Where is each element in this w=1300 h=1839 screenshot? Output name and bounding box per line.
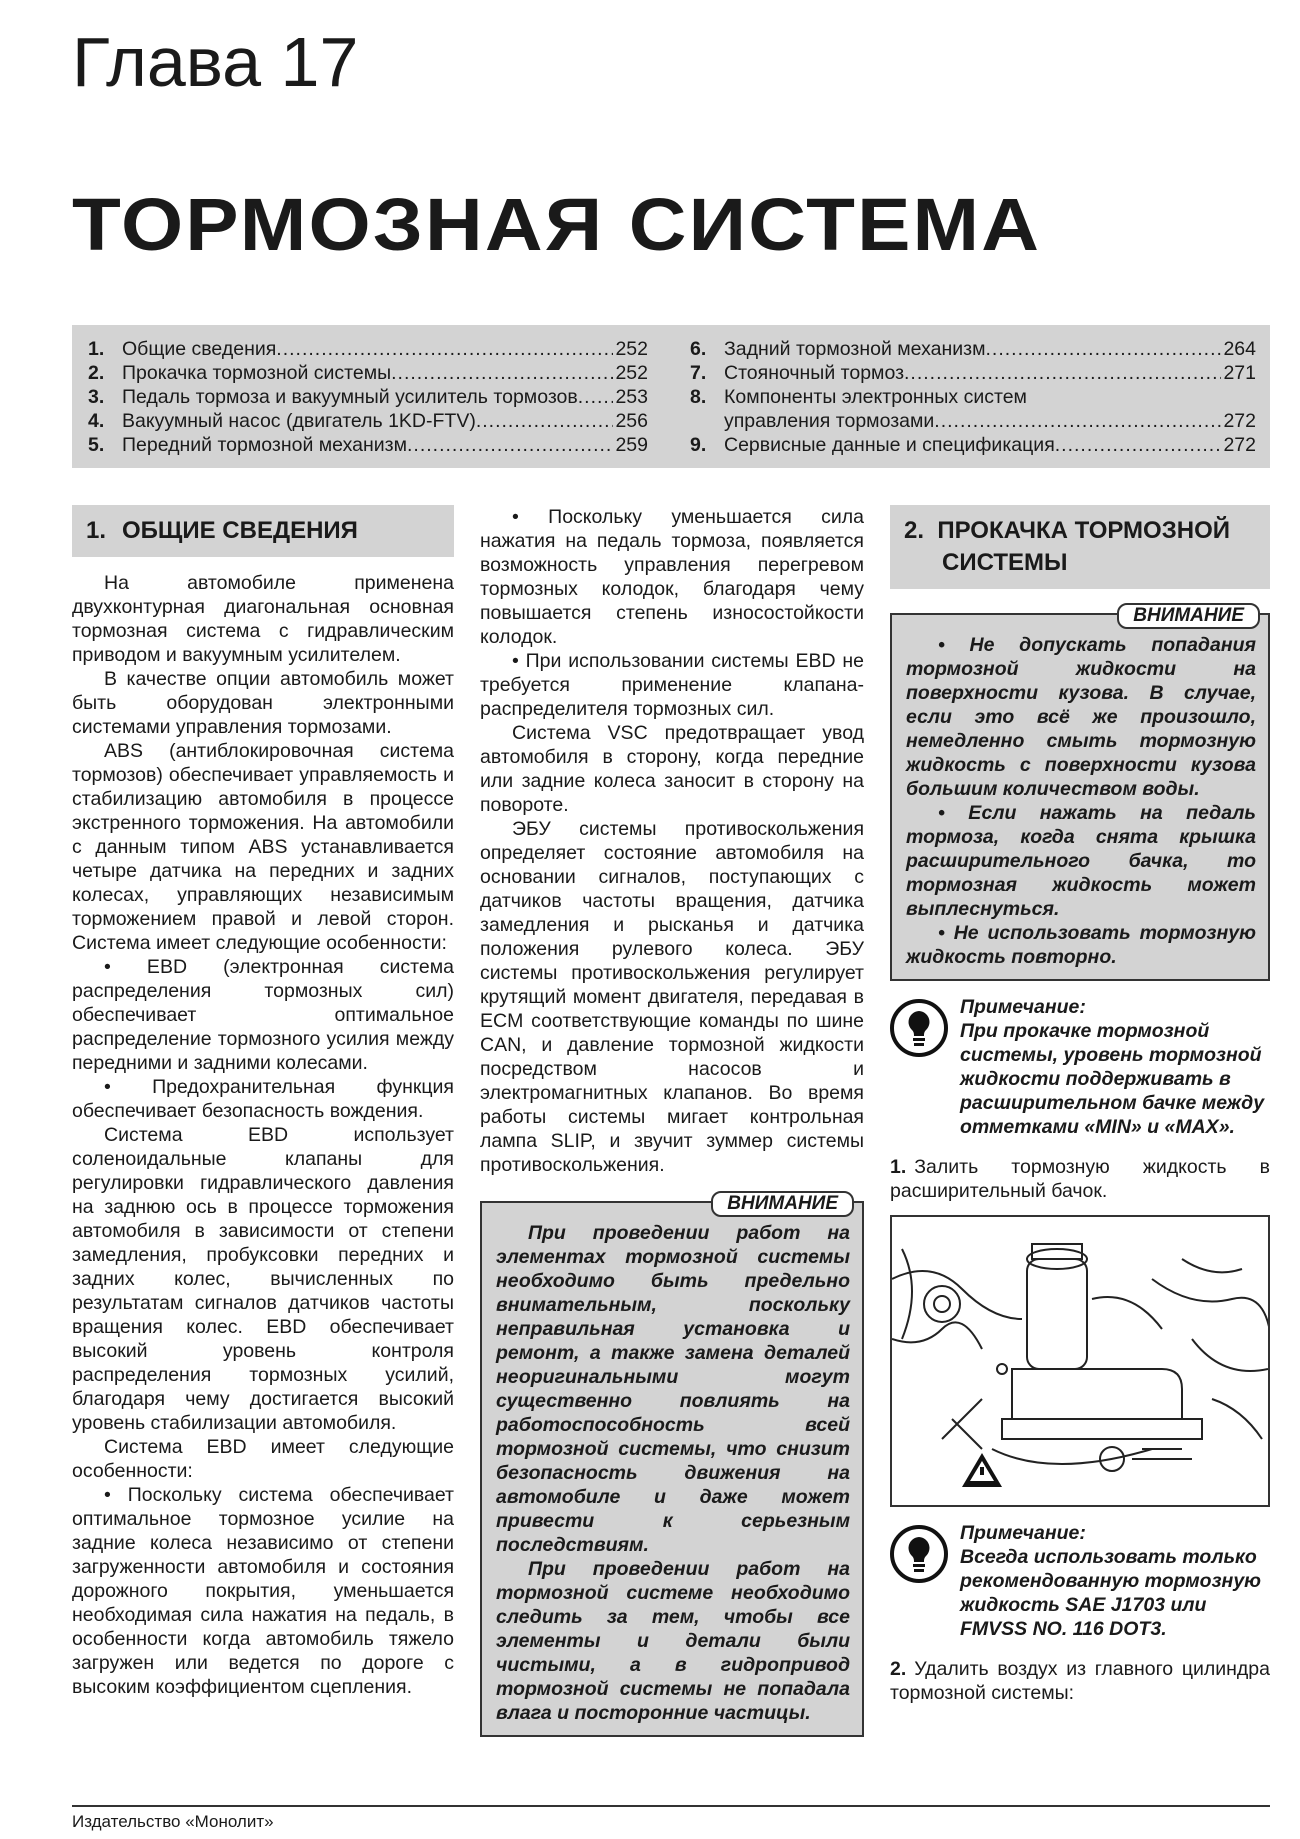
toc-leader — [391, 361, 613, 385]
warning-text: • Если нажать на педаль тормоза, когда снята крышка расширительного бачка, то тормозная жидкость может выплеснуться. — [906, 802, 1256, 920]
toc-page: 259 — [615, 434, 648, 456]
paragraph: Система VSC предотвращает увод автомобиля в сторону, когда передние или задние колеса заносит в сторону на повороте. — [480, 722, 864, 816]
reservoir-drawing — [892, 1217, 1268, 1505]
toc-page: 272 — [1223, 434, 1256, 456]
min-mark: «MIN» — [1084, 1116, 1142, 1138]
toc-page: 272 — [1223, 410, 1256, 432]
toc-number: 8. — [690, 386, 707, 408]
toc-column-right — [690, 337, 1256, 457]
toc-number: 5. — [88, 434, 105, 456]
section-number: 1. — [86, 517, 107, 544]
warning-text: При проведении работ на тормозной системе необходимо следить за тем, чтобы все элементы и детали были чистыми, а в гидропривод тормозной системы не попадала влага и посторонние частицы. — [496, 1558, 850, 1724]
toc-item[interactable] — [690, 385, 1256, 409]
bullet-item: • Поскольку система обеспечивает оптимальное тормозное усилие на задние колеса независимо от степени загруженности автомобиля и состояния дорожного покрытия, уменьшается необходимая сила нажатия на педаль, в особенности когда автомобиль тяжело загружен или ведется по дороге с высоким коэффициентом сцепления. — [72, 1484, 454, 1698]
toc-leader — [985, 337, 1221, 361]
toc-leader — [1055, 433, 1222, 457]
publisher-footer: Издательство «Монолит» — [72, 1812, 274, 1831]
toc-number: 6. — [690, 338, 707, 360]
step-number: 2. — [890, 1658, 907, 1680]
toc-item[interactable] — [88, 337, 648, 361]
toc-number — [690, 409, 724, 433]
toc-label: Задний тормозной механизм — [724, 338, 986, 360]
toc-label: Сервисные данные и спецификация — [724, 434, 1055, 456]
step-text: Удалить воздух из главного цилиндра тормозной системы: — [890, 1658, 1270, 1704]
toc-page: 253 — [615, 386, 648, 408]
step-1 — [890, 1155, 1270, 1203]
section-heading — [72, 505, 454, 557]
warning-text: При проведении работ на элементах тормозной системы необходимо быть предельно внимательным, поскольку неправильная установка и ремонт, а также замена деталей неоригинальными могут существенно повлиять на работоспособность всей тормозной системы, что снизит безопасность движения на автомобиле и даже может привести к серьезным последствиям. — [496, 1222, 850, 1556]
note-block — [890, 995, 1270, 1139]
note-body — [960, 1521, 1270, 1641]
toc-item[interactable] — [88, 361, 648, 385]
toc-number: 1. — [88, 338, 105, 360]
column-3 — [890, 505, 1270, 1705]
bullet-item: • Поскольку уменьшается сила нажатия на педаль тормоза, появляется возможность управления перегревом тормозных колодок, благодаря чему повышается степень износостойкости колодок. — [480, 506, 864, 648]
toc-number: 4. — [88, 410, 105, 432]
toc-page: 264 — [1223, 338, 1256, 360]
toc-page: 252 — [615, 362, 648, 384]
note-title: Примечание: — [960, 1522, 1086, 1544]
toc-page: 271 — [1223, 362, 1256, 384]
section-title: ОБЩИЕ СВЕДЕНИЯ — [122, 517, 358, 544]
toc-page: 252 — [615, 338, 648, 360]
column-1 — [72, 505, 454, 1699]
column-2 — [480, 505, 864, 1737]
toc-leader — [578, 385, 614, 409]
warning-text: • Не использовать тормозную жидкость повторно. — [906, 922, 1256, 968]
footer-divider — [72, 1805, 1270, 1807]
step-2 — [890, 1657, 1270, 1705]
step-text: Залить тормозную жидкость в расширительный бачок. — [890, 1156, 1270, 1202]
toc-number: 9. — [690, 434, 707, 456]
toc-label: Общие сведения — [122, 338, 277, 360]
note-text-part: и — [1141, 1116, 1165, 1138]
toc-page: 256 — [615, 410, 648, 432]
toc-item[interactable] — [88, 433, 648, 457]
note-text: Всегда использовать только рекомендованную тормозную жидкость SAE J1703 или FMVSS NO. 116 DOT3. — [960, 1546, 1262, 1640]
warning-text: • Не допускать попадания тормозной жидкости на поверхности кузова. В случае, если это всё же произошло, немедленно смыть тормозную жидкость с поверхности кузова большим количеством воды. — [906, 634, 1256, 800]
note-text — [960, 1019, 1270, 1139]
note-block — [890, 1521, 1270, 1641]
toc-item[interactable] — [88, 409, 648, 433]
toc-number: 2. — [88, 362, 105, 384]
warning-triangle-icon — [962, 1453, 1002, 1487]
note-title: Примечание: — [960, 996, 1086, 1018]
chapter-label: Глава 17 — [72, 23, 359, 101]
toc-number: 7. — [690, 362, 707, 384]
bullet-item: • EBD (электронная система распределения тормозных сил) обеспечивает оптимальное распределение тормозного усилия между передними и задними колесами. — [72, 956, 454, 1074]
bullet-item: • Предохранительная функция обеспечивает безопасность вождения. — [72, 1076, 454, 1122]
section-heading — [890, 505, 1270, 589]
paragraph: На автомобиле применена двухконтурная диагональная основная тормозная система с гидравлическим приводом и вакуумным усилителем. — [72, 572, 454, 666]
warning-box — [480, 1193, 864, 1737]
toc-item[interactable] — [690, 337, 1256, 361]
note-text-part: . — [1229, 1116, 1235, 1138]
toc-label: Вакуумный насос (двигатель 1KD-FTV) — [122, 410, 476, 432]
toc-leader — [476, 409, 614, 433]
toc-item[interactable] — [690, 433, 1256, 457]
note-text-part: При прокачке тормозной системы, уровень тормозной жидкости поддерживать в расширительном бачке между отметками — [960, 1020, 1265, 1138]
toc-leader — [407, 433, 613, 457]
paragraph: Система EBD имеет следующие особенности: — [72, 1436, 454, 1482]
toc-label: управления тормозами — [724, 410, 935, 432]
toc-label: Компоненты электронных систем — [724, 386, 1027, 408]
section-title: ПРОКАЧКА ТОРМОЗНОЙ СИСТЕМЫ — [937, 517, 1230, 576]
page-title: ТОРМОЗНАЯ СИСТЕМА — [72, 183, 1042, 266]
toc-label: Педаль тормоза и вакуумный усилитель тормозов — [122, 386, 578, 408]
paragraph: ABS (антиблокировочная система тормозов) обеспечивает управляемость и стабилизацию автомобиля в процессе экстренного торможения. На автомобили с данным типом ABS устанавливается четыре датчика на передних и задних колесах, управляющих независимым торможением правой и левой сторон. Система имеет следующие особенности: — [72, 740, 454, 954]
warning-box — [890, 605, 1270, 981]
table-of-contents — [72, 325, 1270, 468]
toc-column-left — [88, 337, 648, 457]
toc-item[interactable] — [690, 361, 1256, 385]
warning-tag: ВНИМАНИЕ — [711, 1191, 854, 1217]
step-number: 1. — [890, 1156, 907, 1178]
toc-leader — [904, 361, 1221, 385]
toc-leader — [934, 409, 1221, 433]
toc-item[interactable] — [88, 385, 648, 409]
toc-label: Прокачка тормозной системы — [122, 362, 392, 384]
toc-page — [1027, 385, 1029, 409]
lightbulb-icon — [890, 999, 948, 1057]
toc-item[interactable] — [690, 409, 1256, 433]
note-body — [960, 995, 1270, 1139]
toc-label: Стояночный тормоз — [724, 362, 905, 384]
toc-label: Передний тормозной механизм — [122, 434, 407, 456]
paragraph: Система EBD использует соленоидальные клапаны для регулировки гидравлического давления на заднюю ось в процессе торможения автомобиля в зависимости от степени замедления, пробуксовки передних и задних колес, вычисленных по результатам сигналов датчиков частоты вращения колес. EBD обеспечивает высокий уровень контроля распределения тормозных усилий, благодаря чему достигается высокий уровень стабилизации автомобиля. — [72, 1124, 454, 1434]
toc-number: 3. — [88, 386, 105, 408]
toc-leader — [276, 337, 613, 361]
paragraph: ЭБУ системы противоскольжения определяет состояние автомобиля на основании сигналов, поступающих с датчиков частоты вращения, датчика замедления и рысканья и датчика положения рулевого колеса. ЭБУ системы противоскольжения регулирует крутящий момент двигателя, передавая в ECM соответствующие команды по шине CAN, и давление тормозной жидкости посредством насосов и электромагнитных клапанов. Во время работы системы мигает контрольная лампа SLIP, и звучит зуммер системы противоскольжения. — [480, 818, 864, 1176]
paragraph: В качестве опции автомобиль может быть оборудован электронными системами управления тормозами. — [72, 668, 454, 738]
warning-tag: ВНИМАНИЕ — [1117, 603, 1260, 629]
section-number: 2. — [904, 517, 925, 544]
max-mark: «MAX» — [1164, 1116, 1230, 1138]
brake-fluid-reservoir-illustration — [890, 1215, 1270, 1507]
lightbulb-icon — [890, 1525, 948, 1583]
bullet-item: • При использовании системы EBD не требуется применение клапана-распределителя тормозных сил. — [480, 650, 864, 720]
